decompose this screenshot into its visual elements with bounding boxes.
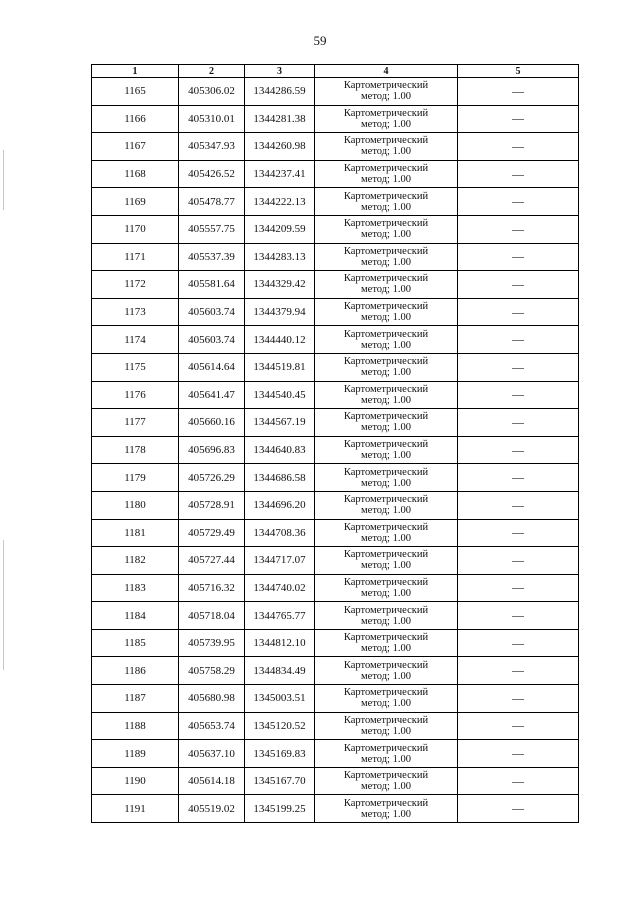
point-number-cell: 1190 — [92, 767, 179, 795]
method-cell — [315, 657, 458, 685]
method-line-2: метод; 1.00 — [361, 312, 411, 324]
table-row — [92, 381, 579, 409]
x-coordinate-cell: 405729.49 — [179, 519, 245, 547]
method-line-2: метод; 1.00 — [361, 450, 411, 462]
table-row — [92, 215, 579, 243]
table-row — [92, 629, 579, 657]
x-coordinate-cell: 405310.01 — [179, 105, 245, 133]
point-number-cell: 1173 — [92, 298, 179, 326]
dash-mark: — — [512, 442, 524, 457]
method-cell — [315, 188, 458, 216]
point-number-cell: 1169 — [92, 188, 179, 216]
dash-mark: — — [512, 580, 524, 595]
method-line-1: Картометрический — [343, 80, 429, 92]
col5-cell — [458, 133, 579, 161]
header-col-1: 1 — [92, 65, 179, 78]
point-number-cell: 1165 — [92, 78, 179, 106]
x-coordinate-cell: 405637.10 — [179, 740, 245, 768]
x-coordinate-cell: 405718.04 — [179, 602, 245, 630]
point-number-cell: 1166 — [92, 105, 179, 133]
method-cell — [315, 685, 458, 713]
method-line-2: метод; 1.00 — [361, 394, 411, 406]
method-line-1: Картометрический — [343, 439, 429, 451]
dash-mark: — — [512, 332, 524, 347]
method-line-2: метод; 1.00 — [361, 174, 411, 186]
y-coordinate-cell: 1344640.83 — [245, 436, 315, 464]
point-number-cell: 1178 — [92, 436, 179, 464]
method-line-1: Картометрический — [343, 714, 429, 726]
point-number-cell: 1181 — [92, 519, 179, 547]
point-number-cell: 1176 — [92, 381, 179, 409]
table-row — [92, 298, 579, 326]
method-line-2: метод; 1.00 — [361, 339, 411, 351]
col5-cell — [458, 712, 579, 740]
y-coordinate-cell: 1344281.38 — [245, 105, 315, 133]
y-coordinate-cell: 1344708.36 — [245, 519, 315, 547]
table-row — [92, 712, 579, 740]
method-line-2: метод; 1.00 — [361, 91, 411, 103]
y-coordinate-cell: 1344440.12 — [245, 326, 315, 354]
y-coordinate-cell: 1344329.42 — [245, 271, 315, 299]
point-number-cell: 1167 — [92, 133, 179, 161]
col5-cell — [458, 243, 579, 271]
method-cell — [315, 105, 458, 133]
point-number-cell: 1182 — [92, 547, 179, 575]
table-row — [92, 795, 579, 823]
table-row — [92, 547, 579, 575]
table-row — [92, 657, 579, 685]
col5-cell — [458, 685, 579, 713]
method-cell — [315, 243, 458, 271]
x-coordinate-cell: 405347.93 — [179, 133, 245, 161]
x-coordinate-cell: 405728.91 — [179, 491, 245, 519]
point-number-cell: 1189 — [92, 740, 179, 768]
col5-cell — [458, 353, 579, 381]
table-body — [92, 78, 579, 823]
method-line-1: Картометрический — [343, 411, 429, 423]
method-line-2: метод; 1.00 — [361, 256, 411, 268]
method-cell — [315, 464, 458, 492]
method-line-2: метод; 1.00 — [361, 532, 411, 544]
y-coordinate-cell: 1344717.07 — [245, 547, 315, 575]
y-coordinate-cell: 1344540.45 — [245, 381, 315, 409]
col5-cell — [458, 740, 579, 768]
point-number-cell: 1168 — [92, 160, 179, 188]
table-row — [92, 436, 579, 464]
y-coordinate-cell: 1344283.13 — [245, 243, 315, 271]
method-line-2: метод; 1.00 — [361, 229, 411, 241]
point-number-cell: 1183 — [92, 574, 179, 602]
dash-mark: — — [512, 525, 524, 540]
method-cell — [315, 381, 458, 409]
table-row — [92, 740, 579, 768]
method-cell — [315, 271, 458, 299]
dash-mark: — — [512, 718, 524, 733]
table-row — [92, 133, 579, 161]
dash-mark: — — [512, 221, 524, 236]
x-coordinate-cell: 405603.74 — [179, 298, 245, 326]
y-coordinate-cell: 1344222.13 — [245, 188, 315, 216]
method-cell — [315, 409, 458, 437]
col5-cell — [458, 602, 579, 630]
x-coordinate-cell: 405739.95 — [179, 629, 245, 657]
x-coordinate-cell: 405519.02 — [179, 795, 245, 823]
method-cell — [315, 519, 458, 547]
header-col-3: 3 — [245, 65, 315, 78]
y-coordinate-cell: 1344286.59 — [245, 78, 315, 106]
x-coordinate-cell: 405641.47 — [179, 381, 245, 409]
table-header — [92, 65, 579, 78]
header-row — [92, 65, 579, 78]
col5-cell — [458, 657, 579, 685]
point-number-cell: 1188 — [92, 712, 179, 740]
method-cell — [315, 574, 458, 602]
y-coordinate-cell: 1345199.25 — [245, 795, 315, 823]
method-line-2: метод; 1.00 — [361, 505, 411, 517]
scan-edge-mark — [3, 150, 4, 210]
dash-mark: — — [512, 470, 524, 485]
dash-mark: — — [512, 552, 524, 567]
table-row — [92, 188, 579, 216]
method-line-1: Картометрический — [343, 107, 429, 119]
col5-cell — [458, 547, 579, 575]
table-row — [92, 464, 579, 492]
point-number-cell: 1179 — [92, 464, 179, 492]
y-coordinate-cell: 1345120.52 — [245, 712, 315, 740]
dash-mark: — — [512, 497, 524, 512]
col5-cell — [458, 78, 579, 106]
dash-mark: — — [512, 387, 524, 402]
point-number-cell: 1185 — [92, 629, 179, 657]
method-cell — [315, 602, 458, 630]
x-coordinate-cell: 405603.74 — [179, 326, 245, 354]
point-number-cell: 1175 — [92, 353, 179, 381]
dash-mark: — — [512, 138, 524, 153]
method-cell — [315, 767, 458, 795]
method-line-2: метод; 1.00 — [361, 643, 411, 655]
table-row — [92, 271, 579, 299]
col5-cell — [458, 215, 579, 243]
y-coordinate-cell: 1344834.49 — [245, 657, 315, 685]
method-line-1: Картометрический — [343, 632, 429, 644]
x-coordinate-cell: 405478.77 — [179, 188, 245, 216]
x-coordinate-cell: 405581.64 — [179, 271, 245, 299]
dash-mark: — — [512, 663, 524, 678]
method-cell — [315, 215, 458, 243]
col5-cell — [458, 271, 579, 299]
dash-mark: — — [512, 249, 524, 264]
y-coordinate-cell: 1345169.83 — [245, 740, 315, 768]
col5-cell — [458, 795, 579, 823]
x-coordinate-cell: 405426.52 — [179, 160, 245, 188]
y-coordinate-cell: 1345003.51 — [245, 685, 315, 713]
col5-cell — [458, 160, 579, 188]
table-row — [92, 519, 579, 547]
method-line-1: Картометрический — [343, 466, 429, 478]
scan-edge-mark — [3, 540, 4, 670]
col5-cell — [458, 629, 579, 657]
method-cell — [315, 326, 458, 354]
method-line-1: Картометрический — [343, 770, 429, 782]
method-cell — [315, 491, 458, 519]
method-line-1: Картометрический — [343, 687, 429, 699]
method-line-2: метод; 1.00 — [361, 670, 411, 682]
col5-cell — [458, 574, 579, 602]
x-coordinate-cell: 405614.64 — [179, 353, 245, 381]
col5-cell — [458, 767, 579, 795]
x-coordinate-cell: 405758.29 — [179, 657, 245, 685]
point-number-cell: 1186 — [92, 657, 179, 685]
method-cell — [315, 298, 458, 326]
method-line-1: Картометрический — [343, 218, 429, 230]
table-row — [92, 602, 579, 630]
dash-mark: — — [512, 194, 524, 209]
header-col-4: 4 — [315, 65, 458, 78]
method-line-1: Картометрический — [343, 494, 429, 506]
method-line-1: Картометрический — [343, 383, 429, 395]
col5-cell — [458, 519, 579, 547]
method-cell — [315, 133, 458, 161]
y-coordinate-cell: 1344686.58 — [245, 464, 315, 492]
table-row — [92, 491, 579, 519]
col5-cell — [458, 381, 579, 409]
dash-mark: — — [512, 83, 524, 98]
dash-mark: — — [512, 166, 524, 181]
col5-cell — [458, 436, 579, 464]
x-coordinate-cell: 405696.83 — [179, 436, 245, 464]
y-coordinate-cell: 1344696.20 — [245, 491, 315, 519]
col5-cell — [458, 326, 579, 354]
method-line-1: Картометрический — [343, 521, 429, 533]
y-coordinate-cell: 1344519.81 — [245, 353, 315, 381]
y-coordinate-cell: 1344379.94 — [245, 298, 315, 326]
x-coordinate-cell: 405680.98 — [179, 685, 245, 713]
method-cell — [315, 629, 458, 657]
y-coordinate-cell: 1344765.77 — [245, 602, 315, 630]
method-line-2: метод; 1.00 — [361, 698, 411, 710]
method-line-1: Картометрический — [343, 301, 429, 313]
method-line-2: метод; 1.00 — [361, 284, 411, 296]
point-number-cell: 1180 — [92, 491, 179, 519]
method-line-1: Картометрический — [343, 135, 429, 147]
dash-mark: — — [512, 746, 524, 761]
dash-mark: — — [512, 801, 524, 816]
method-line-1: Картометрический — [343, 273, 429, 285]
y-coordinate-cell: 1344209.59 — [245, 215, 315, 243]
y-coordinate-cell: 1344812.10 — [245, 629, 315, 657]
x-coordinate-cell: 405726.29 — [179, 464, 245, 492]
method-line-2: метод; 1.00 — [361, 118, 411, 130]
method-cell — [315, 160, 458, 188]
dash-mark: — — [512, 690, 524, 705]
table-row — [92, 685, 579, 713]
table-row — [92, 409, 579, 437]
col5-cell — [458, 409, 579, 437]
method-cell — [315, 795, 458, 823]
x-coordinate-cell: 405557.75 — [179, 215, 245, 243]
table-row — [92, 767, 579, 795]
col5-cell — [458, 491, 579, 519]
y-coordinate-cell: 1344567.19 — [245, 409, 315, 437]
col5-cell — [458, 464, 579, 492]
method-cell — [315, 78, 458, 106]
x-coordinate-cell: 405614.18 — [179, 767, 245, 795]
y-coordinate-cell: 1344237.41 — [245, 160, 315, 188]
header-col-5: 5 — [458, 65, 579, 78]
x-coordinate-cell: 405306.02 — [179, 78, 245, 106]
method-line-1: Картометрический — [343, 576, 429, 588]
x-coordinate-cell: 405727.44 — [179, 547, 245, 575]
point-number-cell: 1172 — [92, 271, 179, 299]
table-row — [92, 574, 579, 602]
y-coordinate-cell: 1344740.02 — [245, 574, 315, 602]
method-cell — [315, 353, 458, 381]
table-row — [92, 243, 579, 271]
point-number-cell: 1170 — [92, 215, 179, 243]
point-number-cell: 1184 — [92, 602, 179, 630]
header-col-2: 2 — [179, 65, 245, 78]
y-coordinate-cell: 1345167.70 — [245, 767, 315, 795]
dash-mark: — — [512, 414, 524, 429]
dash-mark: — — [512, 304, 524, 319]
method-line-2: метод; 1.00 — [361, 560, 411, 572]
page-number: 59 — [313, 33, 327, 48]
method-line-1: Картометрический — [343, 659, 429, 671]
method-line-2: метод; 1.00 — [361, 753, 411, 765]
dash-mark: — — [512, 276, 524, 291]
method-line-1: Картометрический — [343, 328, 429, 340]
method-cell — [315, 547, 458, 575]
dash-mark: — — [512, 773, 524, 788]
method-line-1: Картометрический — [343, 742, 429, 754]
table-row — [92, 160, 579, 188]
dash-mark: — — [512, 359, 524, 374]
col5-cell — [458, 298, 579, 326]
method-line-2: метод; 1.00 — [361, 367, 411, 379]
table-row — [92, 326, 579, 354]
method-line-2: метод; 1.00 — [361, 477, 411, 489]
method-cell — [315, 712, 458, 740]
method-line-2: метод; 1.00 — [361, 725, 411, 737]
method-line-1: Картометрический — [343, 549, 429, 561]
method-line-2: метод; 1.00 — [361, 146, 411, 158]
method-line-2: метод; 1.00 — [361, 615, 411, 627]
point-number-cell: 1174 — [92, 326, 179, 354]
dash-mark: — — [512, 608, 524, 623]
dash-mark: — — [512, 111, 524, 126]
method-line-1: Картометрический — [343, 245, 429, 257]
point-number-cell: 1187 — [92, 685, 179, 713]
method-cell — [315, 740, 458, 768]
col5-cell — [458, 105, 579, 133]
method-line-2: метод; 1.00 — [361, 781, 411, 793]
method-line-2: метод; 1.00 — [361, 587, 411, 599]
x-coordinate-cell: 405537.39 — [179, 243, 245, 271]
y-coordinate-cell: 1344260.98 — [245, 133, 315, 161]
method-line-2: метод; 1.00 — [361, 201, 411, 213]
table-row — [92, 105, 579, 133]
point-number-cell: 1177 — [92, 409, 179, 437]
table-row — [92, 353, 579, 381]
col5-cell — [458, 188, 579, 216]
method-line-1: Картометрический — [343, 190, 429, 202]
dash-mark: — — [512, 635, 524, 650]
method-line-1: Картометрический — [343, 604, 429, 616]
x-coordinate-cell: 405660.16 — [179, 409, 245, 437]
method-line-1: Картометрический — [343, 356, 429, 368]
point-number-cell: 1191 — [92, 795, 179, 823]
x-coordinate-cell: 405716.32 — [179, 574, 245, 602]
table-row — [92, 78, 579, 106]
method-cell — [315, 436, 458, 464]
method-line-1: Картометрический — [343, 797, 429, 809]
x-coordinate-cell: 405653.74 — [179, 712, 245, 740]
coordinates-table — [91, 64, 579, 823]
point-number-cell: 1171 — [92, 243, 179, 271]
method-line-2: метод; 1.00 — [361, 422, 411, 434]
method-line-1: Картометрический — [343, 163, 429, 175]
method-line-2: метод; 1.00 — [361, 808, 411, 820]
